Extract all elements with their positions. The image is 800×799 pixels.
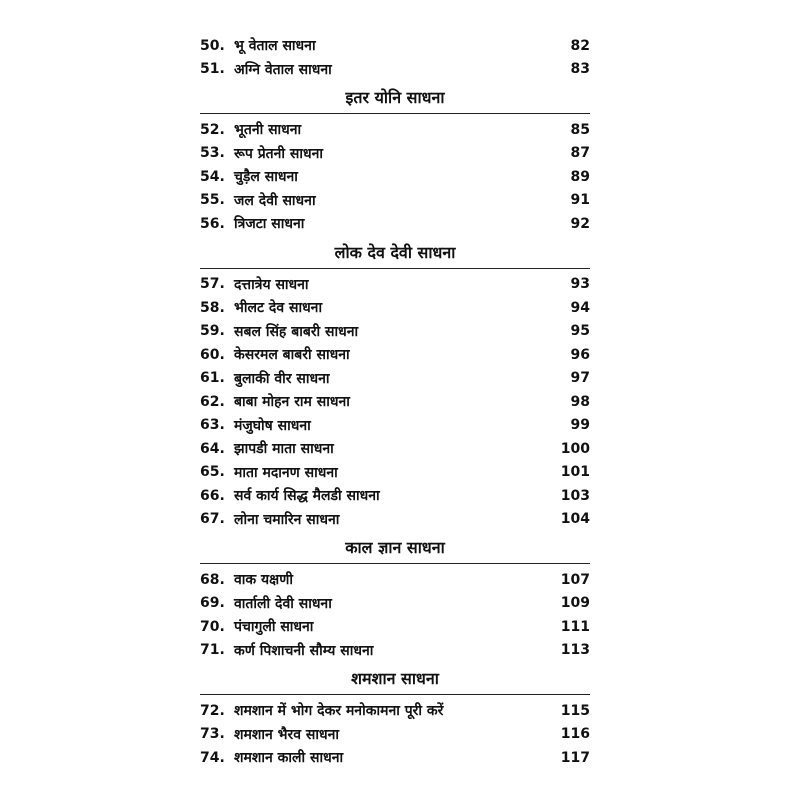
entry-title: शमशान काली साधना bbox=[234, 750, 344, 767]
entry-number: 69. bbox=[200, 595, 225, 612]
entry-page-number: 111 bbox=[560, 618, 590, 635]
entry-title: चुड़ैल साधना bbox=[234, 169, 298, 186]
entry-label bbox=[200, 641, 373, 660]
entry-label bbox=[200, 36, 316, 55]
entry-page-number: 85 bbox=[570, 121, 590, 138]
entry-label bbox=[200, 486, 380, 505]
toc-entry bbox=[200, 639, 590, 663]
entry-page-number: 89 bbox=[570, 168, 590, 185]
entry-number: 64. bbox=[200, 440, 225, 457]
entry-number: 72. bbox=[200, 702, 225, 719]
entry-title: भीलट देव साधना bbox=[234, 300, 323, 317]
entry-number: 68. bbox=[200, 571, 225, 588]
entry-page-number: 83 bbox=[570, 61, 590, 78]
entry-page-number: 113 bbox=[560, 642, 590, 659]
entry-page-number: 117 bbox=[560, 749, 590, 766]
entry-label bbox=[200, 275, 309, 294]
toc-entry bbox=[200, 746, 590, 770]
toc-entry bbox=[200, 568, 590, 592]
entry-title: मंजुघोष साधना bbox=[234, 417, 311, 434]
entry-title: बाबा मोहन राम साधना bbox=[234, 394, 350, 411]
entry-title: बुलाकी वीर साधना bbox=[234, 370, 330, 387]
toc-entry bbox=[200, 461, 590, 485]
entry-label bbox=[200, 322, 358, 341]
entry-page-number: 92 bbox=[570, 215, 590, 232]
entry-label bbox=[200, 369, 329, 388]
entry-number: 51. bbox=[200, 61, 225, 78]
entry-title: भूतनी साधना bbox=[234, 122, 302, 139]
section-heading: काल ज्ञान साधना bbox=[200, 531, 590, 564]
entry-page-number: 97 bbox=[570, 370, 590, 387]
entry-page-number: 107 bbox=[560, 571, 590, 588]
entry-label bbox=[200, 463, 338, 482]
entry-label bbox=[200, 345, 350, 364]
toc-section bbox=[200, 531, 590, 662]
toc-entry bbox=[200, 343, 590, 367]
entry-number: 54. bbox=[200, 168, 225, 185]
entry-number: 74. bbox=[200, 749, 225, 766]
toc-section bbox=[200, 662, 590, 770]
entry-page-number: 82 bbox=[570, 37, 590, 54]
entry-title: माता मदानण साधना bbox=[234, 464, 338, 481]
entry-title: वाक यक्षणी bbox=[234, 572, 293, 589]
entry-number: 60. bbox=[200, 346, 225, 363]
table-of-contents bbox=[200, 34, 590, 770]
toc-entry bbox=[200, 508, 590, 532]
entry-page-number: 103 bbox=[560, 487, 590, 504]
entry-label bbox=[200, 60, 332, 79]
entry-page-number: 100 bbox=[560, 440, 590, 457]
entry-number: 58. bbox=[200, 299, 225, 316]
entry-page-number: 99 bbox=[570, 417, 590, 434]
entry-title: शमशान भैरव साधना bbox=[234, 726, 340, 743]
entry-page-number: 87 bbox=[570, 145, 590, 162]
entry-number: 66. bbox=[200, 487, 225, 504]
toc-entry bbox=[200, 484, 590, 508]
toc-entry bbox=[200, 437, 590, 461]
entry-page-number: 94 bbox=[570, 299, 590, 316]
entry-number: 65. bbox=[200, 464, 225, 481]
entry-label bbox=[200, 214, 304, 233]
entry-title: शमशान में भोग देकर मनोकामना पूरी करें bbox=[234, 703, 444, 720]
entry-title: त्रिजटा साधना bbox=[234, 216, 305, 233]
toc-section bbox=[200, 81, 590, 236]
toc-entry bbox=[200, 390, 590, 414]
entry-page-number: 115 bbox=[560, 702, 590, 719]
entry-title: पंचागुली साधना bbox=[234, 619, 314, 636]
entry-title: लोना चमारिन साधना bbox=[234, 511, 340, 528]
entry-title: सबल सिंह बाबरी साधना bbox=[234, 323, 359, 340]
toc-entry bbox=[200, 118, 590, 142]
entry-page-number: 109 bbox=[560, 595, 590, 612]
entry-number: 63. bbox=[200, 417, 225, 434]
toc-entry bbox=[200, 367, 590, 391]
entry-number: 67. bbox=[200, 511, 225, 528]
entry-title: वार्ताली देवी साधना bbox=[234, 595, 332, 612]
entry-title: भू वेताल साधना bbox=[234, 38, 316, 55]
entry-number: 70. bbox=[200, 618, 225, 635]
toc-entry bbox=[200, 212, 590, 236]
toc-entry bbox=[200, 699, 590, 723]
entry-title: सर्व कार्य सिद्ध मैलडी साधना bbox=[234, 488, 380, 505]
entry-label bbox=[200, 167, 298, 186]
entry-label bbox=[200, 701, 443, 720]
entry-title: झापडी माता साधना bbox=[234, 441, 334, 458]
section-heading: लोक देव देवी साधना bbox=[200, 236, 590, 269]
toc-entry bbox=[200, 320, 590, 344]
entry-page-number: 101 bbox=[560, 464, 590, 481]
entry-label bbox=[200, 191, 316, 210]
entry-label bbox=[200, 392, 350, 411]
toc-entry bbox=[200, 592, 590, 616]
entry-label bbox=[200, 748, 343, 767]
toc-entry bbox=[200, 34, 590, 58]
section-heading: इतर योनि साधना bbox=[200, 81, 590, 114]
entry-label bbox=[200, 416, 311, 435]
entry-number: 71. bbox=[200, 642, 225, 659]
entry-page-number: 91 bbox=[570, 192, 590, 209]
entry-number: 59. bbox=[200, 323, 225, 340]
entry-number: 55. bbox=[200, 192, 225, 209]
toc-section bbox=[200, 236, 590, 532]
entry-page-number: 93 bbox=[570, 276, 590, 293]
entry-title: जल देवी साधना bbox=[234, 192, 316, 209]
entry-number: 56. bbox=[200, 215, 225, 232]
toc-entry bbox=[200, 58, 590, 82]
toc-entry bbox=[200, 296, 590, 320]
entry-label bbox=[200, 120, 301, 139]
entry-title: अग्नि वेताल साधना bbox=[234, 61, 332, 78]
entry-number: 61. bbox=[200, 370, 225, 387]
toc-section bbox=[200, 34, 590, 81]
entry-label bbox=[200, 510, 339, 529]
toc-entry bbox=[200, 273, 590, 297]
entry-number: 53. bbox=[200, 145, 225, 162]
entry-label bbox=[200, 617, 313, 636]
entry-title: केसरमल बाबरी साधना bbox=[234, 347, 350, 364]
entry-label bbox=[200, 144, 323, 163]
entry-label bbox=[200, 298, 322, 317]
toc-entry bbox=[200, 142, 590, 166]
entry-number: 62. bbox=[200, 393, 225, 410]
toc-entry bbox=[200, 189, 590, 213]
toc-entry bbox=[200, 615, 590, 639]
section-heading: शमशान साधना bbox=[200, 662, 590, 695]
entry-title: रूप प्रेतनी साधना bbox=[234, 145, 324, 162]
entry-title: कर्ण पिशाचनी सौम्य साधना bbox=[234, 642, 374, 659]
entry-label bbox=[200, 725, 339, 744]
entry-number: 52. bbox=[200, 121, 225, 138]
entry-title: दत्तात्रेय साधना bbox=[234, 276, 309, 293]
entry-number: 57. bbox=[200, 276, 225, 293]
entry-page-number: 104 bbox=[560, 511, 590, 528]
entry-number: 73. bbox=[200, 726, 225, 743]
entry-page-number: 96 bbox=[570, 346, 590, 363]
toc-entry bbox=[200, 414, 590, 438]
entry-label bbox=[200, 570, 293, 589]
toc-entry bbox=[200, 165, 590, 189]
entry-page-number: 98 bbox=[570, 393, 590, 410]
entry-label bbox=[200, 594, 332, 613]
entry-number: 50. bbox=[200, 37, 225, 54]
toc-entry bbox=[200, 723, 590, 747]
entry-page-number: 116 bbox=[560, 726, 590, 743]
entry-label bbox=[200, 439, 334, 458]
entry-page-number: 95 bbox=[570, 323, 590, 340]
